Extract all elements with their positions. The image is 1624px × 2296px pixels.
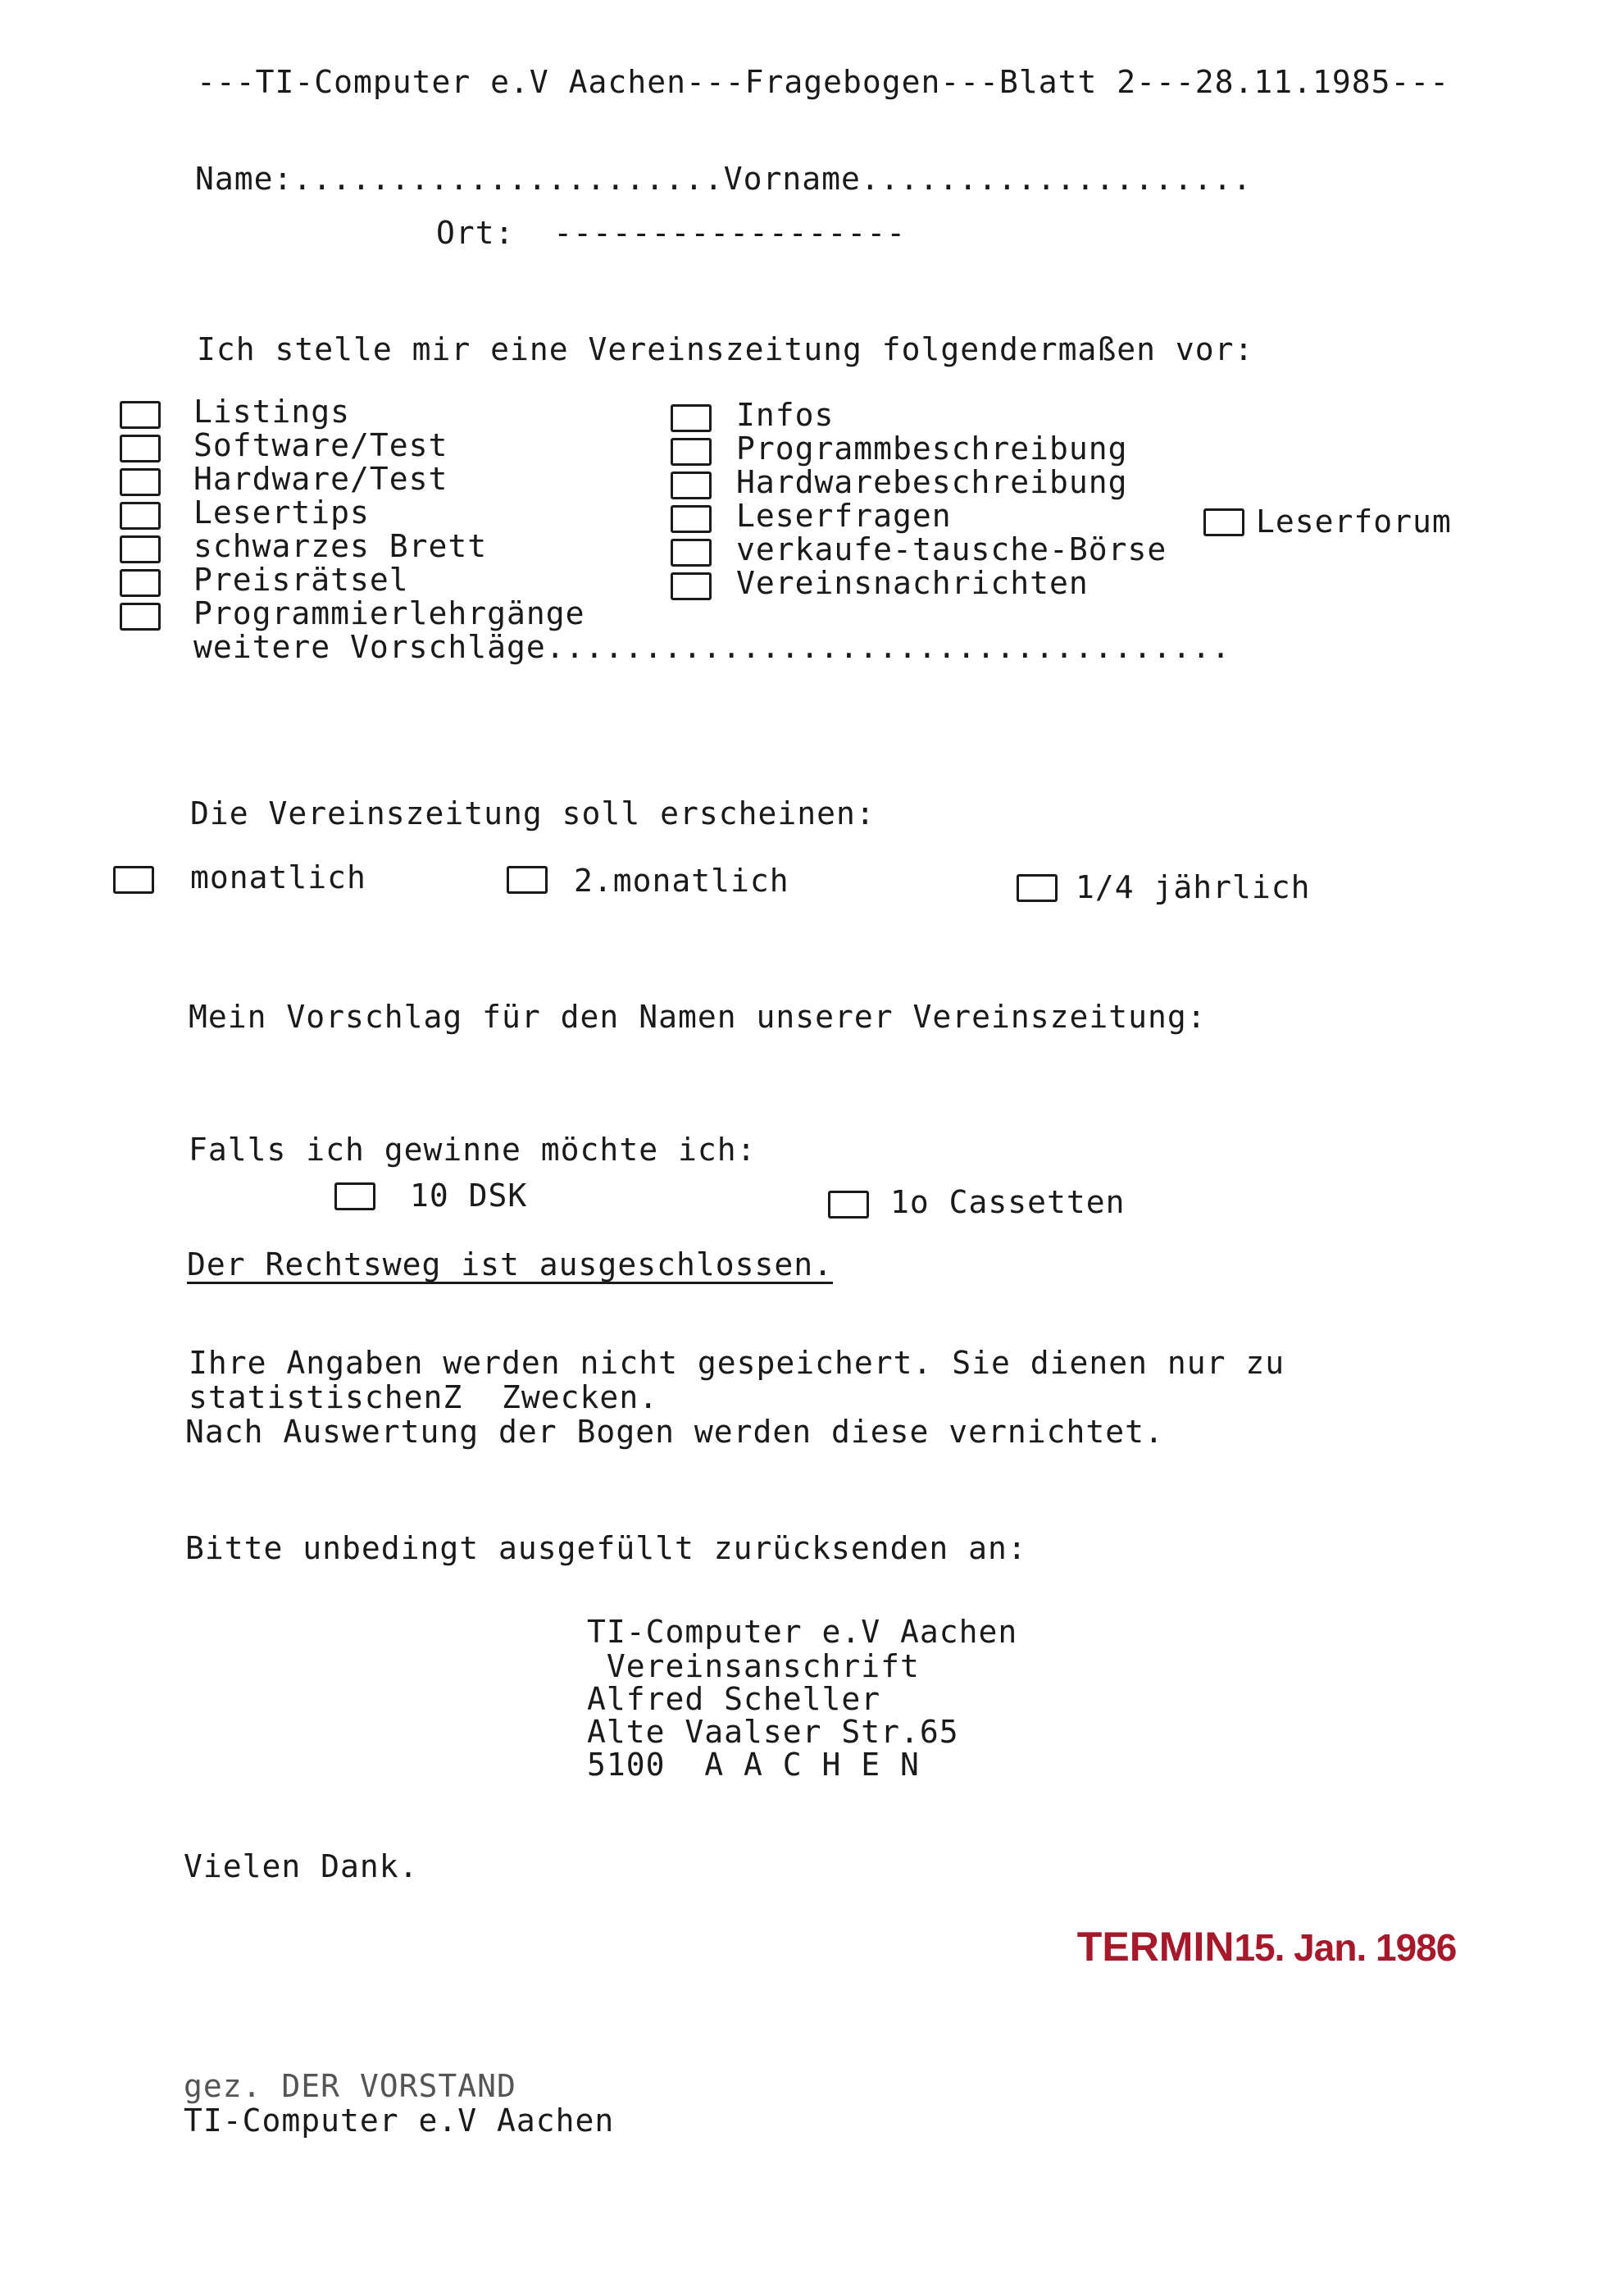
termin-stamp [1054, 1878, 1456, 1970]
address-line-5: 5100 A A C H E N [587, 1747, 920, 1783]
option-lesertips: Lesertips [193, 494, 370, 531]
more-suggestions-line[interactable]: weitere Vorschläge................................... [193, 629, 1231, 665]
checkbox-programmierlehrgaenge[interactable] [120, 603, 161, 631]
checkbox-10-cassetten[interactable] [828, 1191, 869, 1219]
checkbox-vierteljaehrlich[interactable] [1017, 874, 1058, 902]
checkbox-lesertips[interactable] [120, 502, 161, 530]
checkbox-listings[interactable] [120, 401, 161, 429]
thanks: Vielen Dank. [184, 1848, 419, 1884]
checkbox-hardwarebeschreibung[interactable] [671, 472, 712, 499]
return-instruction: Bitte unbedingt ausgefüllt zurücksenden an: [185, 1530, 1027, 1566]
checkbox-programmbeschreibung[interactable] [671, 438, 712, 466]
option-vierteljaehrlich: 1/4 jährlich [1076, 869, 1311, 905]
frequency-question: Die Vereinszeitung soll erscheinen: [190, 795, 876, 831]
privacy-line-1: Ihre Angaben werden nicht gespeichert. Sie dienen nur zu [189, 1345, 1285, 1381]
checkbox-leserforum[interactable] [1203, 508, 1244, 536]
legal-notice: Der Rechtsweg ist ausgeschlossen. [187, 1246, 833, 1282]
stamp-date: 15. Jan. 1986 [1234, 1926, 1457, 1969]
option-infos: Infos [736, 397, 835, 433]
option-listings: Listings [193, 394, 351, 430]
checkbox-vereinsnachrichten[interactable] [671, 572, 712, 600]
content-intro: Ich stelle mir eine Vereinszeitung folgendermaßen vor: [197, 331, 1254, 367]
checkbox-2-monatlich[interactable] [507, 866, 548, 894]
option-monatlich: monatlich [190, 859, 366, 895]
checkbox-monatlich[interactable] [113, 866, 154, 894]
option-programmbeschreibung: Programmbeschreibung [736, 430, 1128, 467]
option-leserfragen: Leserfragen [736, 498, 952, 534]
header-title: ---TI-Computer e.V Aachen---Fragebogen---Blatt 2---28.11.1985--- [197, 64, 1450, 100]
option-vereinsnachrichten: Vereinsnachrichten [736, 565, 1089, 601]
option-preisraetsel: Preisrätsel [193, 562, 409, 598]
option-programmierlehrgaenge: Programmierlehrgänge [193, 595, 585, 631]
option-software-test: Software/Test [193, 427, 448, 463]
checkbox-verkaufe-tausche-boerse[interactable] [671, 539, 712, 567]
privacy-line-3: Nach Auswertung der Bogen werden diese vernichtet. [185, 1414, 1164, 1450]
option-verkaufe-tausche-boerse: verkaufe-tausche-Börse [736, 531, 1167, 567]
checkbox-preisraetsel[interactable] [120, 569, 161, 597]
option-2-monatlich: 2.monatlich [574, 863, 789, 899]
address-line-2: Vereinsanschrift [587, 1648, 920, 1684]
checkbox-infos[interactable] [671, 404, 712, 432]
stamp-label: TERMIN [1076, 1924, 1235, 1970]
signature-line-2: TI-Computer e.V Aachen [184, 2102, 615, 2139]
name-field-line[interactable]: Name:......................Vorname.................... [195, 161, 1253, 197]
privacy-line-2: statistischenZ Zwecken. [189, 1379, 659, 1415]
option-10-cassetten: 1o Cassetten [890, 1184, 1126, 1220]
checkbox-leserfragen[interactable] [671, 505, 712, 533]
option-hardwarebeschreibung: Hardwarebeschreibung [736, 464, 1128, 500]
address-line-4: Alte Vaalser Str.65 [587, 1714, 959, 1750]
name-suggestion-question: Mein Vorschlag für den Namen unserer Vereinszeitung: [189, 999, 1207, 1035]
checkbox-hardware-test[interactable] [120, 468, 161, 496]
option-10-dsk: 10 DSK [410, 1178, 528, 1214]
option-hardware-test: Hardware/Test [193, 461, 448, 497]
ort-field-line[interactable]: Ort: ------------------ [436, 215, 907, 251]
checkbox-software-test[interactable] [120, 435, 161, 462]
checkbox-10-dsk[interactable] [334, 1182, 375, 1210]
option-schwarzes-brett: schwarzes Brett [193, 528, 488, 564]
checkbox-schwarzes-brett[interactable] [120, 535, 161, 563]
prize-question: Falls ich gewinne möchte ich: [189, 1132, 757, 1168]
option-leserforum: Leserforum [1256, 503, 1452, 540]
address-line-1: TI-Computer e.V Aachen [587, 1614, 1018, 1650]
signature-line-1: gez. DER VORSTAND [184, 2068, 516, 2104]
address-line-3: Alfred Scheller [587, 1681, 881, 1717]
